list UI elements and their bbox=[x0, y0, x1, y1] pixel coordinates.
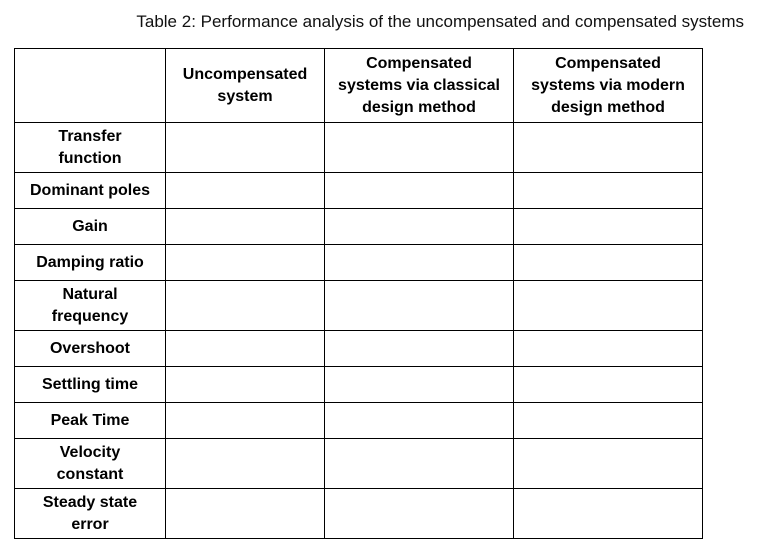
table-header-row bbox=[15, 49, 703, 123]
table-cell bbox=[166, 331, 325, 367]
table-cell bbox=[514, 403, 703, 439]
row-label bbox=[15, 281, 166, 331]
table-cell bbox=[166, 281, 325, 331]
header-cell bbox=[325, 49, 514, 123]
table-cell bbox=[514, 367, 703, 403]
table-cell bbox=[514, 439, 703, 489]
row-label-text: Overshoot bbox=[49, 339, 130, 357]
table-cell bbox=[325, 331, 514, 367]
table-cell bbox=[325, 123, 514, 173]
row-label bbox=[15, 331, 166, 367]
table-cell bbox=[514, 281, 703, 331]
table-row bbox=[15, 403, 703, 439]
table-cell bbox=[166, 123, 325, 173]
row-label-text: Natural frequency bbox=[51, 285, 129, 325]
table-cell bbox=[166, 173, 325, 209]
row-label-text: Transfer function bbox=[58, 127, 122, 167]
table-row bbox=[15, 173, 703, 209]
row-label-text: Dominant poles bbox=[29, 181, 150, 199]
header-text: Uncompensated system bbox=[182, 65, 308, 105]
table-cell bbox=[514, 123, 703, 173]
row-label bbox=[15, 403, 166, 439]
header-text: Compensated systems via modern design method bbox=[531, 54, 685, 116]
header-cell-empty bbox=[15, 49, 166, 123]
table-cell bbox=[514, 245, 703, 281]
table-cell bbox=[166, 209, 325, 245]
table-cell bbox=[325, 245, 514, 281]
table-row bbox=[15, 331, 703, 367]
performance-table bbox=[14, 48, 703, 539]
row-label-text: Gain bbox=[72, 217, 108, 235]
row-label-text: Damping ratio bbox=[36, 253, 144, 271]
table-cell bbox=[325, 367, 514, 403]
row-label bbox=[15, 245, 166, 281]
table-cell bbox=[514, 489, 703, 539]
table-cell bbox=[166, 439, 325, 489]
table-cell bbox=[166, 403, 325, 439]
row-label-text: Peak Time bbox=[50, 411, 130, 429]
table-row bbox=[15, 367, 703, 403]
table-cell bbox=[514, 331, 703, 367]
table-cell bbox=[514, 173, 703, 209]
header-text: Compensated systems via classical design method bbox=[338, 54, 500, 116]
table-cell bbox=[166, 245, 325, 281]
table-cell bbox=[325, 281, 514, 331]
row-label-text: Steady state error bbox=[42, 493, 138, 533]
table-row bbox=[15, 439, 703, 489]
table-row bbox=[15, 123, 703, 173]
table-cell bbox=[166, 489, 325, 539]
table-caption: Table 2: Performance analysis of the uncompensated and compensated systems bbox=[136, 12, 744, 31]
row-label bbox=[15, 367, 166, 403]
row-label bbox=[15, 173, 166, 209]
table-cell bbox=[325, 173, 514, 209]
table-cell bbox=[325, 209, 514, 245]
table-cell bbox=[166, 367, 325, 403]
row-label-text: Settling time bbox=[41, 375, 138, 393]
table-cell bbox=[325, 403, 514, 439]
row-label bbox=[15, 439, 166, 489]
table-cell bbox=[325, 489, 514, 539]
header-cell bbox=[514, 49, 703, 123]
table-row bbox=[15, 245, 703, 281]
row-label-text: Velocity constant bbox=[56, 443, 124, 483]
row-label bbox=[15, 123, 166, 173]
row-label bbox=[15, 209, 166, 245]
table-row bbox=[15, 489, 703, 539]
table-cell bbox=[325, 439, 514, 489]
header-cell bbox=[166, 49, 325, 123]
table-row bbox=[15, 281, 703, 331]
row-label bbox=[15, 489, 166, 539]
table-cell bbox=[514, 209, 703, 245]
table-row bbox=[15, 209, 703, 245]
